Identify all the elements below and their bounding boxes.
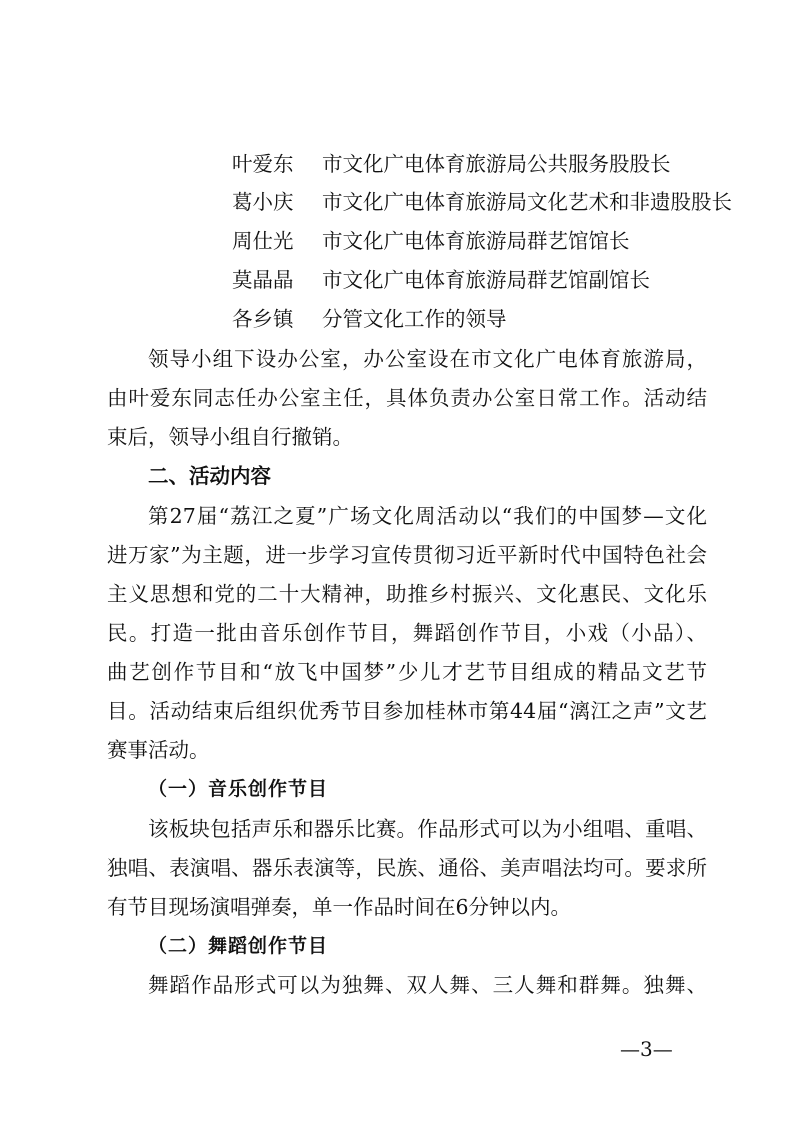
content-paragraph-line: 主义思想和党的二十大精神，助推乡村振兴、文化惠民、文化乐 (107, 582, 707, 606)
member-role: 市文化广电体育旅游局群艺馆副馆长 (322, 268, 650, 292)
member-role: 分管文化工作的领导 (322, 307, 507, 331)
member-row (232, 222, 630, 260)
office-paragraph-line: 领导小组下设办公室，办公室设在市文化广电体育旅游局， (148, 347, 707, 371)
page-number: —3— (620, 1037, 673, 1061)
section-heading: 二、活动内容 (148, 464, 271, 488)
content-paragraph-line: 第27届“荔江之夏”广场文化周活动以“我们的中国梦—文化 (148, 504, 707, 528)
member-row (232, 145, 671, 183)
member-name: 莫晶晶 (232, 268, 294, 292)
member-name: 葛小庆 (232, 190, 294, 214)
subsection-heading-music: （一）音乐创作节目 (148, 778, 329, 800)
member-role: 市文化广电体育旅游局文化艺术和非遗股股长 (322, 190, 732, 214)
member-name: 周仕光 (232, 229, 294, 253)
music-paragraph-line: 独唱、表演唱、器乐表演等，民族、通俗、美声唱法均可。要求所 (107, 856, 707, 880)
member-role: 市文化广电体育旅游局公共服务股股长 (322, 152, 671, 176)
member-name: 叶爱东 (232, 152, 294, 176)
dance-paragraph-line: 舞蹈作品形式可以为独舞、双人舞、三人舞和群舞。独舞、 (148, 973, 707, 997)
music-paragraph-line: 该板块包括声乐和器乐比赛。作品形式可以为小组唱、重唱、 (148, 817, 707, 841)
member-row (232, 183, 732, 221)
content-paragraph-line: 目。活动结束后组织优秀节目参加桂林市第44届“漓江之声”文艺 (107, 699, 707, 723)
member-row (232, 261, 650, 299)
office-paragraph-line: 由叶爱东同志任办公室主任，具体负责办公室日常工作。活动结 (107, 386, 707, 410)
office-paragraph-line: 束后，领导小组自行撤销。 (107, 425, 353, 449)
music-paragraph-line: 有节目现场演唱弹奏，单一作品时间在6分钟以内。 (107, 895, 572, 919)
member-role: 市文化广电体育旅游局群艺馆馆长 (322, 229, 630, 253)
subsection-heading-dance: （二）舞蹈创作节目 (148, 935, 329, 957)
member-name: 各乡镇 (232, 307, 294, 331)
content-paragraph-line: 民。打造一批由音乐创作节目，舞蹈创作节目，小戏（小品）、 (107, 621, 707, 645)
content-paragraph-line: 进万家”为主题，进一步学习宣传贯彻习近平新时代中国特色社会 (107, 543, 707, 567)
content-paragraph-line: 曲艺创作节目和“放飞中国梦”少儿才艺节目组成的精品文艺节 (107, 660, 707, 684)
member-row (232, 300, 507, 338)
content-paragraph-line: 赛事活动。 (107, 738, 210, 762)
